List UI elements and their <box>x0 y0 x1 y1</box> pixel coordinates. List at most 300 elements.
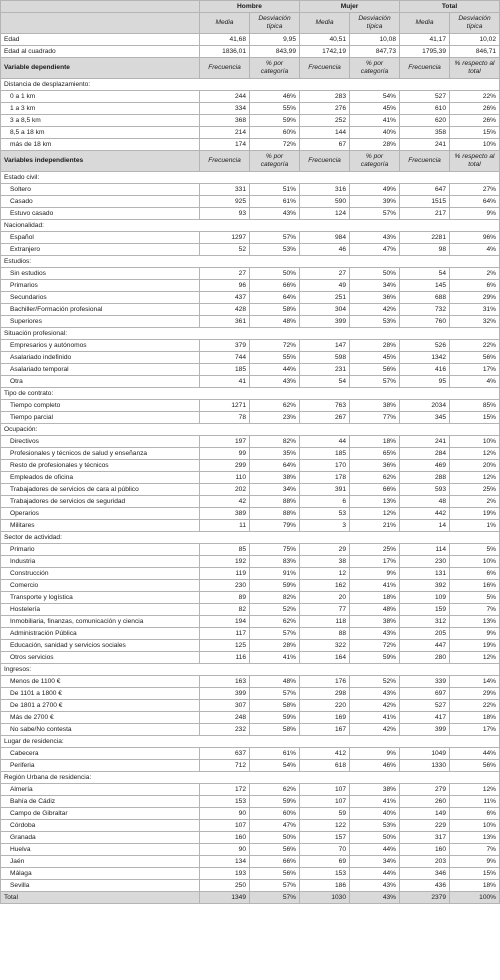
group-title-row <box>1 424 500 436</box>
group-title: Estudios: <box>1 256 500 268</box>
data-row <box>1 376 500 388</box>
row-label: Inmobiliaria, finanzas, comunicación y ciencia <box>1 616 200 628</box>
subheader-cell: Media <box>200 13 250 34</box>
value-cell: 298 <box>300 688 350 700</box>
value-cell: 59 <box>300 808 350 820</box>
value-cell: 14 <box>400 520 450 532</box>
value-cell: 131 <box>400 568 450 580</box>
value-cell: 107 <box>300 784 350 796</box>
value-cell: 339 <box>400 676 450 688</box>
subheader-cell: Frecuencia <box>200 58 250 79</box>
value-cell: 283 <box>300 91 350 103</box>
value-cell: 647 <box>400 184 450 196</box>
value-cell: 48 <box>400 496 450 508</box>
value-cell: 83% <box>250 556 300 568</box>
value-cell: 49% <box>350 184 400 196</box>
value-cell: 214 <box>200 127 250 139</box>
row-label: Hostelería <box>1 604 200 616</box>
row-label: Profesionales y técnicos de salud y enseñanza <box>1 448 200 460</box>
value-cell: 12 <box>300 568 350 580</box>
value-cell: 62% <box>250 784 300 796</box>
value-cell: 28% <box>350 340 400 352</box>
value-cell: 88 <box>300 628 350 640</box>
data-row <box>1 784 500 796</box>
value-cell: 67 <box>300 139 350 151</box>
value-cell: 267 <box>300 412 350 424</box>
value-cell: 527 <box>400 91 450 103</box>
data-row <box>1 400 500 412</box>
row-label: 3 a 8,5 km <box>1 115 200 127</box>
row-label: Empresarios y autónomos <box>1 340 200 352</box>
value-cell: 346 <box>400 868 450 880</box>
value-cell: 66% <box>350 484 400 496</box>
data-row <box>1 436 500 448</box>
row-label: Empleados de oficina <box>1 472 200 484</box>
group-title-row <box>1 664 500 676</box>
value-cell: 10,08 <box>350 34 400 46</box>
value-cell: 72% <box>250 139 300 151</box>
value-cell: 229 <box>400 820 450 832</box>
value-cell: 52% <box>350 676 400 688</box>
value-cell: 244 <box>200 91 250 103</box>
data-row <box>1 616 500 628</box>
group-title: Ocupación: <box>1 424 500 436</box>
value-cell: 39% <box>350 196 400 208</box>
group-title: Nacionalidad: <box>1 220 500 232</box>
value-cell: 843,99 <box>250 46 300 58</box>
value-cell: 7% <box>450 844 500 856</box>
value-cell: 1836,01 <box>200 46 250 58</box>
value-cell: 125 <box>200 640 250 652</box>
value-cell: 57% <box>250 628 300 640</box>
row-label: Primario <box>1 544 200 556</box>
value-cell: 618 <box>300 760 350 772</box>
subheader-cell: Frecuencia <box>400 58 450 79</box>
value-cell: 42% <box>350 304 400 316</box>
value-cell: 12% <box>450 472 500 484</box>
value-cell: 124 <box>300 208 350 220</box>
value-cell: 89 <box>200 592 250 604</box>
group-title-row <box>1 736 500 748</box>
value-cell: 29% <box>450 292 500 304</box>
data-row <box>1 184 500 196</box>
row-label: Cabecera <box>1 748 200 760</box>
value-cell: 53% <box>250 244 300 256</box>
subheader-cell: Desviación típica <box>250 13 300 34</box>
row-label: Casado <box>1 196 200 208</box>
value-cell: 34% <box>350 856 400 868</box>
value-cell: 23% <box>250 412 300 424</box>
stats-row <box>1 34 500 46</box>
value-cell: 19% <box>450 640 500 652</box>
row-label: Comercio <box>1 580 200 592</box>
value-cell: 28% <box>250 640 300 652</box>
value-cell: 299 <box>200 460 250 472</box>
value-cell: 93 <box>200 208 250 220</box>
value-cell: 10,02 <box>450 34 500 46</box>
value-cell: 307 <box>200 700 250 712</box>
group-title-row <box>1 772 500 784</box>
data-row <box>1 364 500 376</box>
value-cell: 230 <box>200 580 250 592</box>
value-cell: 241 <box>400 436 450 448</box>
value-cell: 118 <box>300 616 350 628</box>
value-cell: 96% <box>450 232 500 244</box>
value-cell: 230 <box>400 556 450 568</box>
value-cell: 79% <box>250 520 300 532</box>
row-label: Córdoba <box>1 820 200 832</box>
data-row <box>1 688 500 700</box>
data-row <box>1 448 500 460</box>
value-cell: 13% <box>450 832 500 844</box>
value-cell: 57% <box>350 376 400 388</box>
value-cell: 22% <box>450 700 500 712</box>
value-cell: 217 <box>400 208 450 220</box>
value-cell: 610 <box>400 103 450 115</box>
value-cell: 25% <box>350 544 400 556</box>
subheader-cell: % por categoría <box>350 151 400 172</box>
value-cell: 34% <box>250 484 300 496</box>
row-label: Trabajadores de servicios de cara al público <box>1 484 200 496</box>
row-label: Otra <box>1 376 200 388</box>
value-cell: 345 <box>400 412 450 424</box>
value-cell: 162 <box>300 580 350 592</box>
row-label: Jaén <box>1 856 200 868</box>
value-cell: 43% <box>350 628 400 640</box>
header-group-row <box>1 1 500 13</box>
value-cell: 98 <box>400 244 450 256</box>
stats-row <box>1 46 500 58</box>
data-row <box>1 580 500 592</box>
data-row <box>1 544 500 556</box>
data-row <box>1 292 500 304</box>
row-label: Edad <box>1 34 200 46</box>
row-label: Tiempo parcial <box>1 412 200 424</box>
value-cell: 399 <box>400 724 450 736</box>
value-cell: 1795,39 <box>400 46 450 58</box>
subheader-cell: % por categoría <box>250 151 300 172</box>
row-label: Bachiller/Formación profesional <box>1 304 200 316</box>
value-cell: 260 <box>400 796 450 808</box>
value-cell: 31% <box>450 304 500 316</box>
value-cell: 20 <box>300 592 350 604</box>
row-label: Primarios <box>1 280 200 292</box>
value-cell: 697 <box>400 688 450 700</box>
value-cell: 42% <box>350 700 400 712</box>
value-cell: 250 <box>200 880 250 892</box>
value-cell: 60% <box>250 127 300 139</box>
data-row <box>1 748 500 760</box>
value-cell: 167 <box>300 724 350 736</box>
value-cell: 60% <box>250 808 300 820</box>
value-cell: 22% <box>450 91 500 103</box>
value-cell: 77% <box>350 412 400 424</box>
value-cell: 6 <box>300 496 350 508</box>
value-cell: 6% <box>450 280 500 292</box>
value-cell: 598 <box>300 352 350 364</box>
value-cell: 44% <box>350 868 400 880</box>
value-cell: 12% <box>450 652 500 664</box>
value-cell: 45% <box>350 103 400 115</box>
data-row <box>1 700 500 712</box>
value-cell: 2379 <box>400 892 450 904</box>
value-cell: 1049 <box>400 748 450 760</box>
value-cell: 334 <box>200 103 250 115</box>
value-cell: 193 <box>200 868 250 880</box>
value-cell: 40,51 <box>300 34 350 46</box>
data-row <box>1 556 500 568</box>
group-title: Distancia de desplazamiento: <box>1 79 500 91</box>
value-cell: 760 <box>400 316 450 328</box>
value-cell: 248 <box>200 712 250 724</box>
data-row <box>1 856 500 868</box>
row-label: Resto de profesionales y técnicos <box>1 460 200 472</box>
row-label: Málaga <box>1 868 200 880</box>
value-cell: 178 <box>300 472 350 484</box>
row-label: Menos de 1100 € <box>1 676 200 688</box>
row-label: Sevilla <box>1 880 200 892</box>
value-cell: 41,68 <box>200 34 250 46</box>
group-title: Región Urbana de residencia: <box>1 772 500 784</box>
data-row <box>1 520 500 532</box>
value-cell: 57% <box>250 892 300 904</box>
value-cell: 744 <box>200 352 250 364</box>
row-label: Periferia <box>1 760 200 772</box>
row-label: Estuvo casado <box>1 208 200 220</box>
value-cell: 82 <box>200 604 250 616</box>
value-cell: 25% <box>450 484 500 496</box>
data-row <box>1 412 500 424</box>
data-row <box>1 316 500 328</box>
value-cell: 1515 <box>400 196 450 208</box>
value-cell: 590 <box>300 196 350 208</box>
subheader-cell: % respecto al total <box>450 58 500 79</box>
value-cell: 85% <box>450 400 500 412</box>
value-cell: 412 <box>300 748 350 760</box>
value-cell: 53% <box>350 316 400 328</box>
value-cell: 16% <box>450 580 500 592</box>
subheader-cell: % por categoría <box>350 58 400 79</box>
value-cell: 18% <box>450 880 500 892</box>
value-cell: 170 <box>300 460 350 472</box>
group-title-row <box>1 256 500 268</box>
header-stats-subrow <box>1 13 500 34</box>
value-cell: 147 <box>300 340 350 352</box>
value-cell: 55% <box>250 103 300 115</box>
subheader-cell: Frecuencia <box>200 151 250 172</box>
value-cell: 109 <box>400 592 450 604</box>
value-cell: 220 <box>300 700 350 712</box>
data-row <box>1 760 500 772</box>
value-cell: 91% <box>250 568 300 580</box>
data-row <box>1 304 500 316</box>
value-cell: 17% <box>450 364 500 376</box>
value-cell: 317 <box>400 832 450 844</box>
subheader-cell: Frecuencia <box>300 151 350 172</box>
value-cell: 428 <box>200 304 250 316</box>
value-cell: 284 <box>400 448 450 460</box>
data-row <box>1 796 500 808</box>
data-row <box>1 508 500 520</box>
subheader-cell: Media <box>400 13 450 34</box>
value-cell: 54% <box>350 91 400 103</box>
value-cell: 15% <box>450 868 500 880</box>
value-cell: 53% <box>350 820 400 832</box>
value-cell: 846,71 <box>450 46 500 58</box>
data-row <box>1 676 500 688</box>
value-cell: 50% <box>250 832 300 844</box>
value-cell: 122 <box>300 820 350 832</box>
value-cell: 12% <box>450 784 500 796</box>
value-cell: 205 <box>400 628 450 640</box>
value-cell: 40% <box>350 127 400 139</box>
value-cell: 526 <box>400 340 450 352</box>
value-cell: 15% <box>450 412 500 424</box>
value-cell: 145 <box>400 280 450 292</box>
subheader-cell: Desviación típica <box>450 13 500 34</box>
value-cell: 18% <box>350 592 400 604</box>
value-cell: 149 <box>400 808 450 820</box>
group-title: Ingresos: <box>1 664 500 676</box>
data-row <box>1 820 500 832</box>
value-cell: 368 <box>200 115 250 127</box>
row-label: Industria <box>1 556 200 568</box>
data-row <box>1 484 500 496</box>
value-cell: 41 <box>200 376 250 388</box>
value-cell: 2% <box>450 268 500 280</box>
subheader-cell: % por categoría <box>250 58 300 79</box>
value-cell: 160 <box>400 844 450 856</box>
value-cell: 52% <box>250 604 300 616</box>
value-cell: 59% <box>250 796 300 808</box>
value-cell: 192 <box>200 556 250 568</box>
value-cell: 391 <box>300 484 350 496</box>
value-cell: 712 <box>200 760 250 772</box>
value-cell: 50% <box>350 268 400 280</box>
value-cell: 9% <box>350 568 400 580</box>
group-title: Tipo de contrato: <box>1 388 500 400</box>
row-label: Superiores <box>1 316 200 328</box>
value-cell: 110 <box>200 472 250 484</box>
value-cell: 88% <box>250 496 300 508</box>
value-cell: 27% <box>450 184 500 196</box>
value-cell: 20% <box>450 460 500 472</box>
value-cell: 153 <box>300 868 350 880</box>
data-row <box>1 232 500 244</box>
value-cell: 53 <box>300 508 350 520</box>
value-cell: 10% <box>450 139 500 151</box>
value-cell: 43% <box>350 688 400 700</box>
value-cell: 3 <box>300 520 350 532</box>
value-cell: 38% <box>250 472 300 484</box>
value-cell: 36% <box>350 292 400 304</box>
value-cell: 1330 <box>400 760 450 772</box>
value-cell: 14% <box>450 676 500 688</box>
row-label: Más de 2700 € <box>1 712 200 724</box>
value-cell: 61% <box>250 196 300 208</box>
value-cell: 34% <box>350 280 400 292</box>
data-row <box>1 868 500 880</box>
value-cell: 58% <box>250 724 300 736</box>
value-cell: 279 <box>400 784 450 796</box>
data-row <box>1 832 500 844</box>
value-cell: 50% <box>350 832 400 844</box>
value-cell: 59% <box>350 652 400 664</box>
value-cell: 847,73 <box>350 46 400 58</box>
subheader-cell: Frecuencia <box>400 151 450 172</box>
value-cell: 95 <box>400 376 450 388</box>
value-cell: 41% <box>350 796 400 808</box>
row-label: No sabe/No contesta <box>1 724 200 736</box>
value-cell: 12% <box>350 508 400 520</box>
value-cell: 322 <box>300 640 350 652</box>
value-cell: 399 <box>200 688 250 700</box>
value-cell: 69 <box>300 856 350 868</box>
value-cell: 117 <box>200 628 250 640</box>
value-cell: 2% <box>450 496 500 508</box>
row-label: Edad al cuadrado <box>1 46 200 58</box>
value-cell: 1349 <box>200 892 250 904</box>
value-cell: 64% <box>450 196 500 208</box>
value-cell: 160 <box>200 832 250 844</box>
value-cell: 77 <box>300 604 350 616</box>
data-row <box>1 652 500 664</box>
value-cell: 57% <box>250 688 300 700</box>
value-cell: 27 <box>200 268 250 280</box>
value-cell: 925 <box>200 196 250 208</box>
data-row <box>1 208 500 220</box>
value-cell: 1% <box>450 520 500 532</box>
value-cell: 12% <box>450 448 500 460</box>
value-cell: 78 <box>200 412 250 424</box>
value-cell: 59% <box>250 115 300 127</box>
value-cell: 100% <box>450 892 500 904</box>
value-cell: 116 <box>200 652 250 664</box>
value-cell: 437 <box>200 292 250 304</box>
header-hombre: Hombre <box>200 1 300 13</box>
section-header-row <box>1 58 500 79</box>
value-cell: 21% <box>350 520 400 532</box>
value-cell: 35% <box>250 448 300 460</box>
row-label: Asalariado indefinido <box>1 352 200 364</box>
value-cell: 62% <box>250 400 300 412</box>
value-cell: 41,17 <box>400 34 450 46</box>
value-cell: 55% <box>250 352 300 364</box>
row-label: Soltero <box>1 184 200 196</box>
value-cell: 316 <box>300 184 350 196</box>
value-cell: 61% <box>250 748 300 760</box>
group-title-row <box>1 220 500 232</box>
value-cell: 38% <box>350 616 400 628</box>
row-label: Secundarios <box>1 292 200 304</box>
data-row <box>1 460 500 472</box>
value-cell: 176 <box>300 676 350 688</box>
row-label: Operarios <box>1 508 200 520</box>
value-cell: 56% <box>450 352 500 364</box>
value-cell: 107 <box>200 820 250 832</box>
data-row <box>1 724 500 736</box>
value-cell: 163 <box>200 676 250 688</box>
group-title: Situación profesional: <box>1 328 500 340</box>
total-row <box>1 892 500 904</box>
value-cell: 442 <box>400 508 450 520</box>
value-cell: 32% <box>450 316 500 328</box>
value-cell: 44% <box>250 364 300 376</box>
value-cell: 11 <box>200 520 250 532</box>
value-cell: 40% <box>350 808 400 820</box>
value-cell: 251 <box>300 292 350 304</box>
value-cell: 331 <box>200 184 250 196</box>
